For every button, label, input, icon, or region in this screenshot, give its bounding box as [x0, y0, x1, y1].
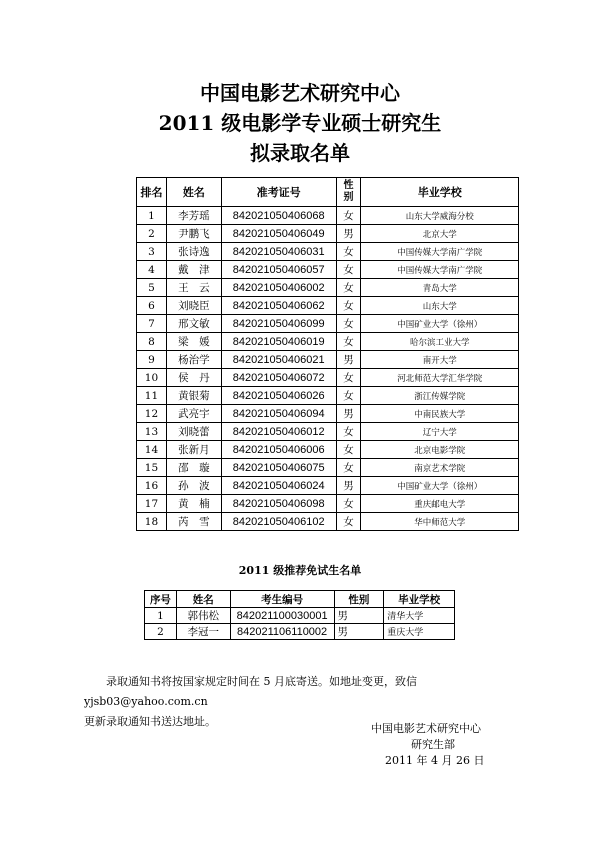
table-cell: 842021050406072 [221, 369, 336, 387]
table-cell: 842021050406057 [221, 261, 336, 279]
table-cell: 重庆大学 [384, 624, 455, 640]
admission-table-header [137, 178, 519, 207]
table-row [137, 477, 519, 495]
table-cell: 女 [336, 423, 361, 441]
table-cell: 刘晓臣 [166, 297, 221, 315]
table-cell: 清华大学 [384, 608, 455, 624]
column-header: 姓名 [166, 178, 221, 207]
table-cell: 黄银菊 [166, 387, 221, 405]
table-cell: 16 [137, 477, 167, 495]
column-header: 毕业学校 [384, 591, 455, 608]
table-cell: 7 [137, 315, 167, 333]
table-cell: 男 [336, 351, 361, 369]
table-cell: 男 [336, 225, 361, 243]
table-cell: 842021050406049 [221, 225, 336, 243]
table-cell: 1 [145, 608, 177, 624]
table-cell: 辽宁大学 [361, 423, 519, 441]
table-cell: 女 [336, 495, 361, 513]
column-header: 性 别 [336, 178, 361, 207]
doc-title-line2: 2011 级电影学专业硕士研究生 [158, 111, 442, 135]
table-cell: 中国矿业大学（徐州） [361, 315, 519, 333]
table-cell: 河北师范大学汇华学院 [361, 369, 519, 387]
table-row [137, 297, 519, 315]
table-cell: 842021050406062 [221, 297, 336, 315]
recommended-table-header [145, 591, 455, 608]
doc-title-line3: 拟录取名单 [250, 141, 350, 165]
table-cell: 男 [334, 624, 384, 640]
recommended-table [144, 590, 455, 640]
table-cell: 3 [137, 243, 167, 261]
table-cell: 中国传媒大学南广学院 [361, 243, 519, 261]
table-cell: 山东大学威海分校 [361, 207, 519, 225]
table-cell: 华中师范大学 [361, 513, 519, 531]
table-cell: 芮 雪 [166, 513, 221, 531]
table-cell: 青岛大学 [361, 279, 519, 297]
table-cell: 北京大学 [361, 225, 519, 243]
table-cell: 842021050406024 [221, 477, 336, 495]
table-row [137, 369, 519, 387]
table-cell: 黄 楠 [166, 495, 221, 513]
table-cell: 女 [336, 387, 361, 405]
table-cell: 2 [137, 225, 167, 243]
table-cell: 842021050406094 [221, 405, 336, 423]
table-row [137, 351, 519, 369]
table-cell: 尹鹏飞 [166, 225, 221, 243]
table-cell: 武亮宇 [166, 405, 221, 423]
table-cell: 郭伟松 [176, 608, 230, 624]
table-row [137, 279, 519, 297]
signature-dept: 研究生部 [411, 738, 455, 751]
table-cell: 女 [336, 369, 361, 387]
table-row [137, 315, 519, 333]
table-cell: 南开大学 [361, 351, 519, 369]
table-cell: 重庆邮电大学 [361, 495, 519, 513]
recommended-table-body [145, 608, 455, 640]
table-row [137, 225, 519, 243]
table-cell: 孙 波 [166, 477, 221, 495]
table-row [137, 261, 519, 279]
table-row [137, 441, 519, 459]
table-row [145, 624, 455, 640]
table-cell: 张新月 [166, 441, 221, 459]
table-row [137, 423, 519, 441]
column-header: 考生编号 [230, 591, 334, 608]
table-row [137, 495, 519, 513]
table-cell: 中国传媒大学南广学院 [361, 261, 519, 279]
table-cell: 男 [334, 608, 384, 624]
table-cell: 18 [137, 513, 167, 531]
table-cell: 842021050406019 [221, 333, 336, 351]
table-row [137, 387, 519, 405]
table-cell: 南京艺术学院 [361, 459, 519, 477]
notice-line1: 录取通知书将按国家规定时间在 5 月底寄送。如地址变更，致信 yjsb03@yahoo.com.cn [84, 675, 417, 708]
column-header: 性别 [334, 591, 384, 608]
table-cell: 邢文敏 [166, 315, 221, 333]
table-cell: 9 [137, 351, 167, 369]
table-cell: 女 [336, 513, 361, 531]
table-cell: 李芳瑶 [166, 207, 221, 225]
table-cell: 北京电影学院 [361, 441, 519, 459]
table-cell: 842021050406099 [221, 315, 336, 333]
table-cell: 女 [336, 207, 361, 225]
column-header: 准考证号 [221, 178, 336, 207]
table-cell: 13 [137, 423, 167, 441]
admission-table-body [137, 207, 519, 531]
table-cell: 梁 媛 [166, 333, 221, 351]
table-cell: 842021050406102 [221, 513, 336, 531]
table-cell: 842021100030001 [230, 608, 334, 624]
table-cell: 女 [336, 441, 361, 459]
table-cell: 侯 丹 [166, 369, 221, 387]
notice-line2: 更新录取通知书送达地址。 [84, 715, 216, 728]
table-cell: 女 [336, 243, 361, 261]
table-cell: 女 [336, 459, 361, 477]
table-cell: 842021050406021 [221, 351, 336, 369]
table-cell: 2 [145, 624, 177, 640]
table-cell: 842021106110002 [230, 624, 334, 640]
column-header: 毕业学校 [361, 178, 519, 207]
table-cell: 中南民族大学 [361, 405, 519, 423]
table-cell: 10 [137, 369, 167, 387]
table-row [145, 608, 455, 624]
column-header: 排名 [137, 178, 167, 207]
table-cell: 12 [137, 405, 167, 423]
table-cell: 5 [137, 279, 167, 297]
table-cell: 男 [336, 477, 361, 495]
table-cell: 842021050406006 [221, 441, 336, 459]
table-cell: 王 云 [166, 279, 221, 297]
table-cell: 邵 璇 [166, 459, 221, 477]
table-row [137, 243, 519, 261]
table-row [137, 513, 519, 531]
signature-org: 中国电影艺术研究中心 [371, 722, 481, 735]
column-header: 序号 [145, 591, 177, 608]
table-cell: 842021050406012 [221, 423, 336, 441]
table-cell: 842021050406002 [221, 279, 336, 297]
table-cell: 女 [336, 279, 361, 297]
table-cell: 浙江传媒学院 [361, 387, 519, 405]
table-cell: 刘晓蕾 [166, 423, 221, 441]
table-cell: 戴 津 [166, 261, 221, 279]
admission-table [136, 177, 519, 531]
table-cell: 山东大学 [361, 297, 519, 315]
table-cell: 4 [137, 261, 167, 279]
table-cell: 842021050406031 [221, 243, 336, 261]
signature-date: 2011 年 4 月 26 日 [385, 754, 485, 767]
table-cell: 女 [336, 297, 361, 315]
recommended-title: 2011 级推荐免试生名单 [238, 564, 362, 577]
table-cell: 女 [336, 333, 361, 351]
table-cell: 男 [336, 405, 361, 423]
table-cell: 1 [137, 207, 167, 225]
table-cell: 女 [336, 261, 361, 279]
table-cell: 842021050406068 [221, 207, 336, 225]
table-cell: 11 [137, 387, 167, 405]
table-cell: 6 [137, 297, 167, 315]
table-cell: 8 [137, 333, 167, 351]
table-cell: 842021050406075 [221, 459, 336, 477]
table-cell: 15 [137, 459, 167, 477]
table-cell: 杨治学 [166, 351, 221, 369]
doc-title-line1: 中国电影艺术研究中心 [200, 81, 400, 105]
table-row [137, 333, 519, 351]
table-row [137, 207, 519, 225]
table-cell: 842021050406098 [221, 495, 336, 513]
table-cell: 中国矿业大学（徐州） [361, 477, 519, 495]
table-row [137, 405, 519, 423]
table-cell: 张诗逸 [166, 243, 221, 261]
table-cell: 李冠一 [176, 624, 230, 640]
column-header: 姓名 [176, 591, 230, 608]
table-row [137, 459, 519, 477]
table-cell: 842021050406026 [221, 387, 336, 405]
table-cell: 14 [137, 441, 167, 459]
table-cell: 哈尔滨工业大学 [361, 333, 519, 351]
table-cell: 女 [336, 315, 361, 333]
table-cell: 17 [137, 495, 167, 513]
